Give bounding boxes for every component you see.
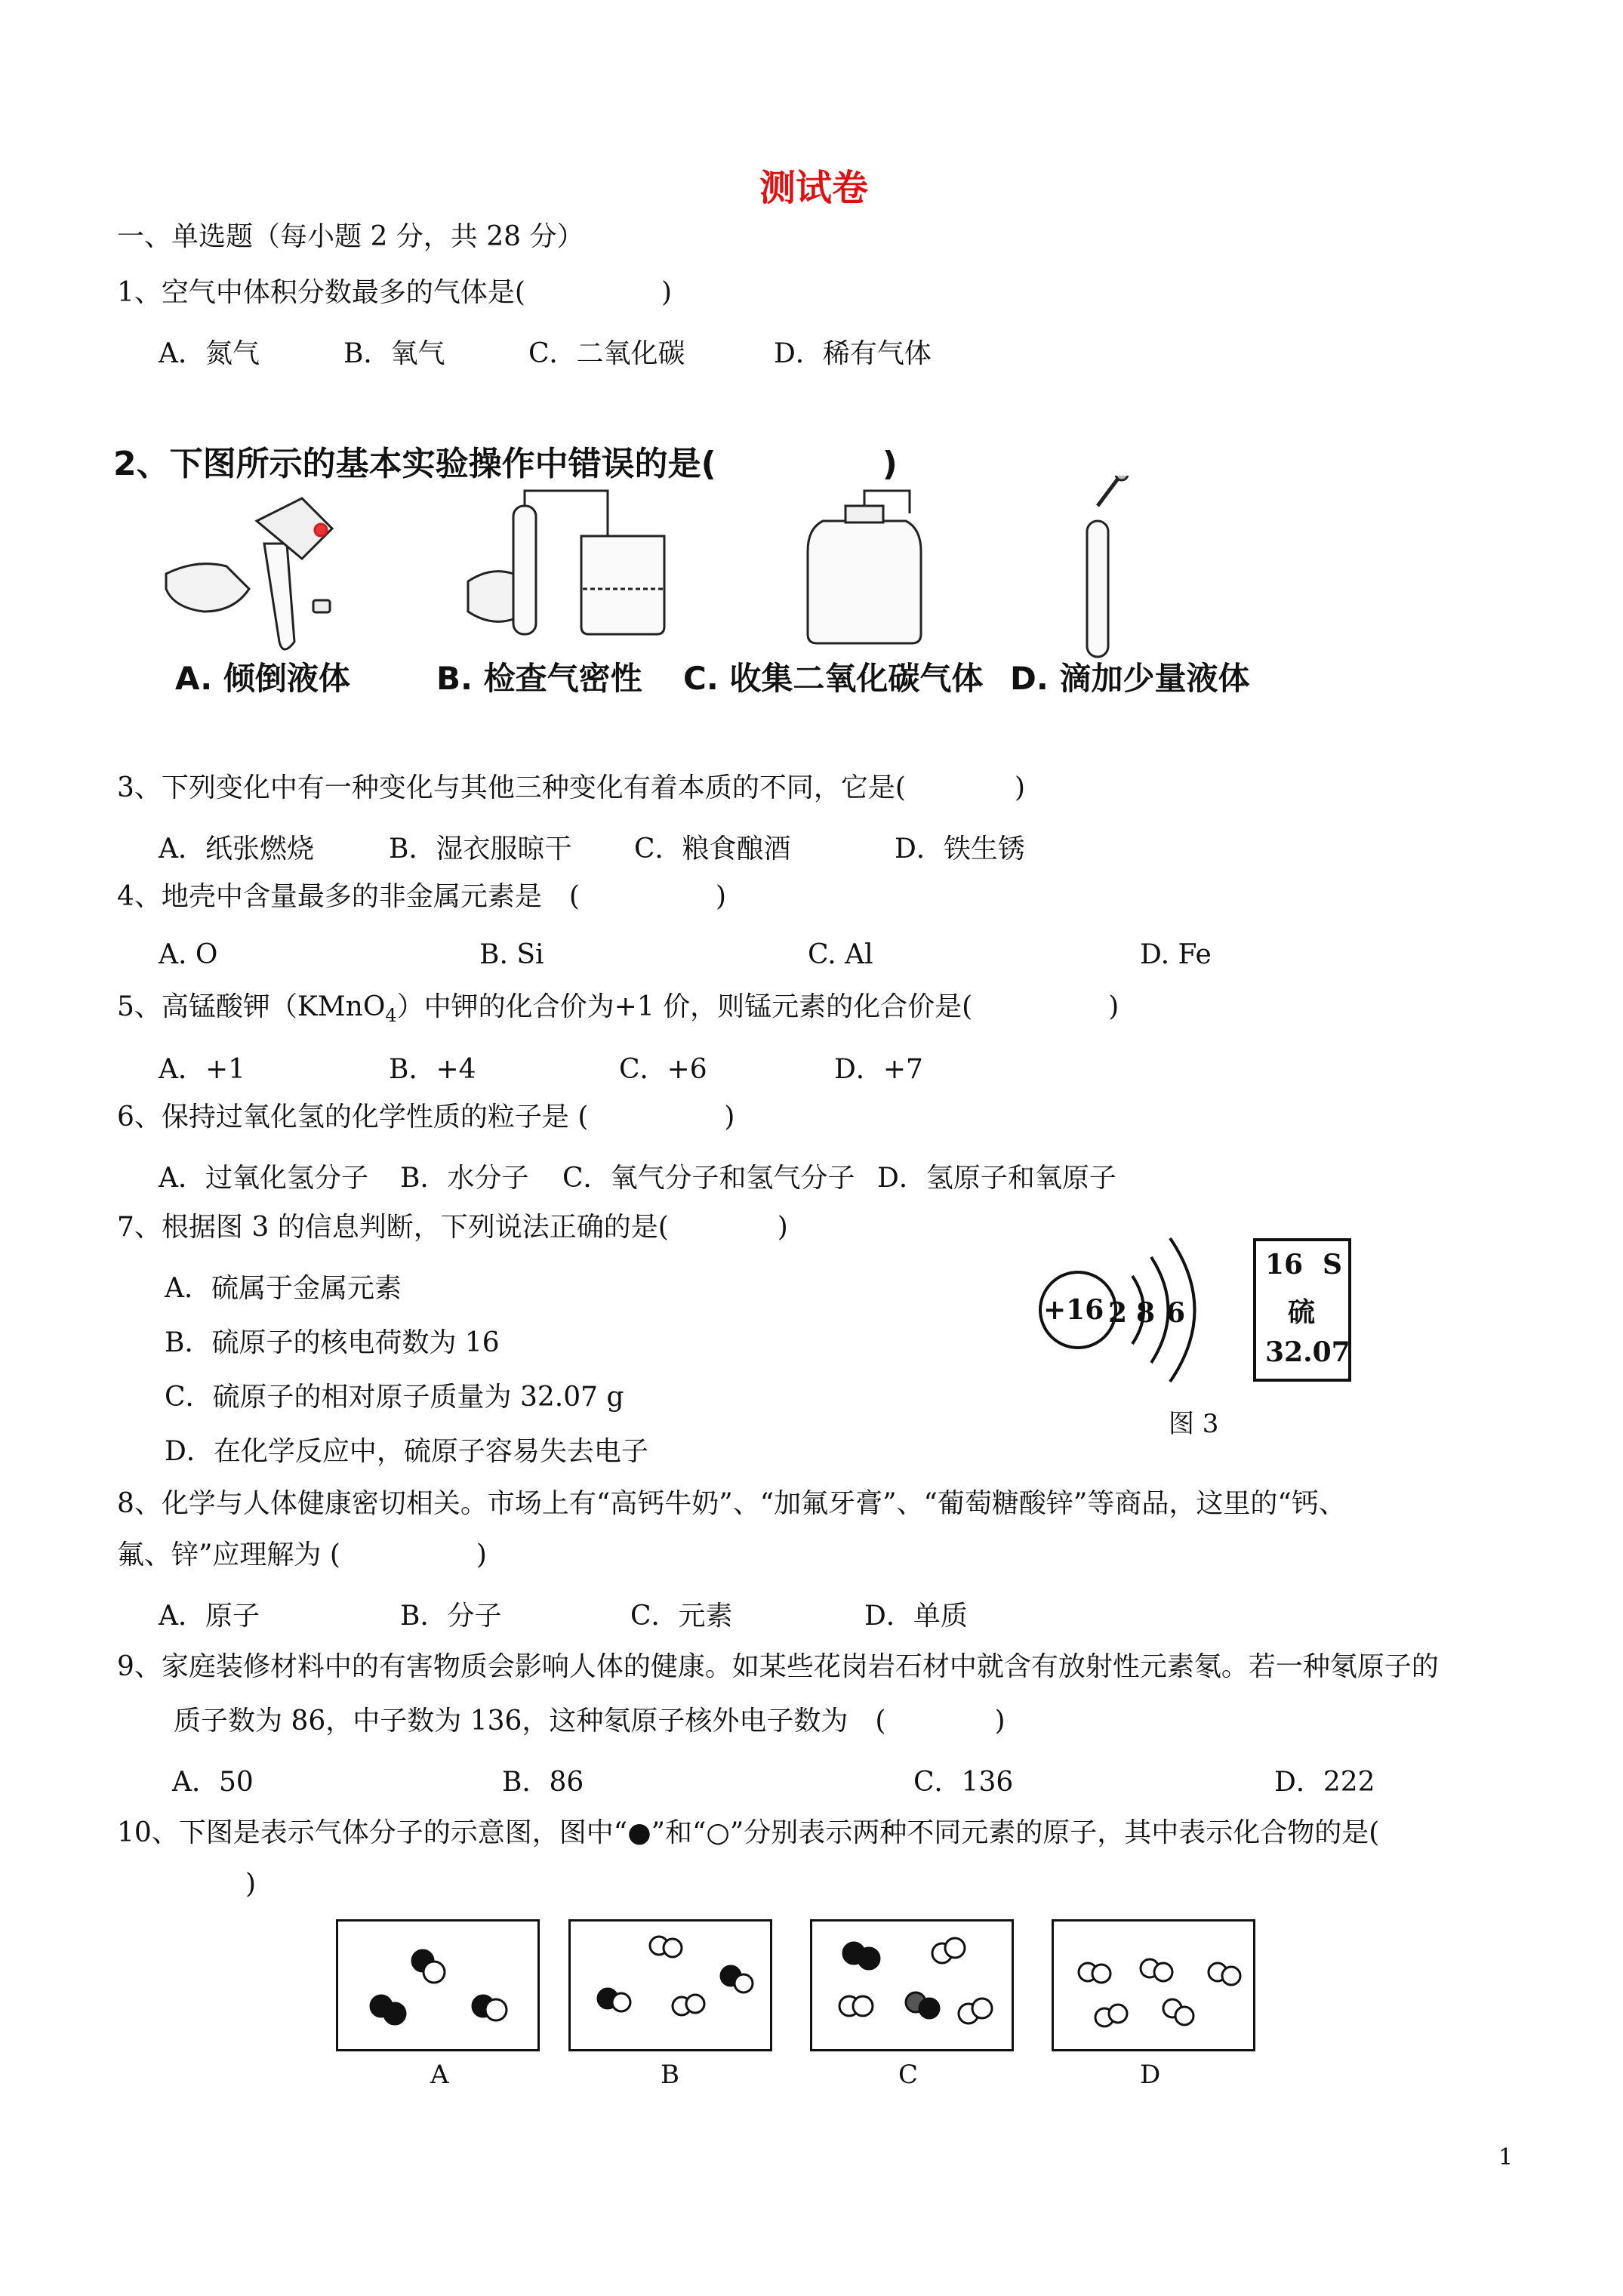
pouring-liquid-illustration — [166, 498, 332, 649]
question-3-option-c: C．粮食酿酒 — [634, 834, 791, 864]
question-2-option-b: B. 检查气密性 — [436, 660, 642, 697]
question-1-option-c: C．二氧化碳 — [528, 338, 685, 369]
question-9-stem-line-1: 9、家庭装修材料中的有害物质会影响人体的健康。如某些花岗岩石材中就含有放射性元素氡。若一种氡原子的 — [117, 1651, 1439, 1682]
question-5-stem-part2: ）中钾的化合价为+1 价，则锰元素的化合价是( ) — [396, 991, 1119, 1022]
question-4-option-b: B. Si — [479, 939, 544, 970]
question-1-option-a: A．氮气 — [159, 338, 260, 369]
question-2-stem: 2、下图所示的基本实验操作中错误的是( ) — [113, 445, 898, 483]
question-3-stem: 3、下列变化中有一种变化与其他三种变化有着本质的不同，它是( ) — [117, 772, 1025, 803]
question-9-option-d: D．222 — [1274, 1767, 1375, 1798]
question-1-stem: 1、空气中体积分数最多的气体是( ) — [117, 277, 672, 308]
question-8-option-d: D．单质 — [864, 1601, 968, 1632]
question-6-option-b: B．水分子 — [400, 1163, 529, 1194]
question-7-option-d: D．在化学反应中，硫原子容易失去电子 — [165, 1436, 648, 1467]
question-8-option-a: A．原子 — [159, 1601, 260, 1632]
question-8-stem-line-2: 氟、锌”应理解为 ( ) — [117, 1539, 487, 1570]
question-1-option-b: B．氧气 — [343, 338, 445, 369]
question-3-option-b: B．湿衣服晾干 — [389, 834, 572, 864]
question-4-option-d: D. Fe — [1140, 939, 1212, 970]
question-7-option-a: A．硫属于金属元素 — [165, 1273, 402, 1304]
molecule-box-label-b: B — [661, 2060, 679, 2090]
question-2-option-c: C. 收集二氧化碳气体 — [683, 660, 984, 697]
question-4-option-c: C. Al — [808, 939, 873, 970]
page-number: 1 — [1498, 2144, 1514, 2171]
element-name: 硫 — [1288, 1296, 1316, 1328]
box-b-molecules — [598, 1937, 753, 2015]
question-9-option-a: A．50 — [172, 1767, 254, 1798]
question-8-option-b: B．分子 — [400, 1601, 502, 1632]
question-5-option-a: A．+1 — [159, 1054, 246, 1085]
shell-electrons-1: 2 — [1108, 1297, 1128, 1329]
question-5-option-c: C．+6 — [619, 1054, 707, 1085]
sulfur-element-card — [1253, 1238, 1351, 1382]
box-a-molecules — [371, 1950, 507, 2024]
nucleus-charge: +16 — [1043, 1294, 1104, 1326]
question-8-stem-line-1: 8、化学与人体健康密切相关。市场上有“高钙牛奶”、“加氟牙膏”、“葡萄糖酸锌”等商品，这里的“钙、 — [117, 1488, 1346, 1519]
molecule-box-label-c: C — [898, 2060, 919, 2090]
element-symbol: S — [1323, 1249, 1342, 1281]
question-6-option-d: D．氢原子和氧原子 — [877, 1163, 1116, 1194]
shell-electrons-3: 6 — [1166, 1297, 1186, 1329]
molecule-box-label-d: D — [1140, 2060, 1161, 2090]
question-7-option-b: B．硫原子的核电荷数为 16 — [165, 1327, 500, 1358]
box-d-molecules — [1079, 1959, 1240, 2026]
atomic-number: 16 — [1265, 1249, 1304, 1281]
atomic-mass: 32.07 — [1265, 1336, 1350, 1368]
question-3-option-d: D．铁生锈 — [895, 834, 1025, 864]
question-5-stem-part1: 5、高锰酸钾（KMnO — [117, 991, 386, 1022]
question-5-option-d: D．+7 — [834, 1054, 923, 1085]
question-10-stem-line-2: ) — [245, 1869, 257, 1900]
question-7-stem: 7、根据图 3 的信息判断，下列说法正确的是( ) — [117, 1212, 788, 1243]
question-5-stem — [117, 991, 1119, 1032]
dropper-illustration — [1087, 476, 1128, 657]
gas-collection-illustration — [808, 491, 921, 643]
airtightness-check-illustration — [468, 491, 664, 634]
molecule-diagrams — [336, 1919, 1257, 2051]
question-8-option-c: C．元素 — [630, 1601, 733, 1632]
question-2-option-a: A. 倾倒液体 — [175, 660, 350, 697]
box-c-molecules — [839, 1938, 992, 2023]
question-6-stem: 6、保持过氧化氢的化学性质的粒子是 ( ) — [117, 1102, 735, 1133]
question-2-option-d: D. 滴加少量液体 — [1010, 660, 1250, 697]
question-4-option-a: A. O — [159, 939, 218, 970]
question-3-option-a: A．纸张燃烧 — [159, 834, 314, 864]
question-5-subscript: 4 — [385, 1005, 397, 1027]
page-title: 测试卷 — [759, 167, 869, 209]
shell-electrons-2: 8 — [1136, 1297, 1156, 1329]
question-6-option-c: C．氧气分子和氢气分子 — [562, 1163, 855, 1194]
lab-operations-figure — [151, 476, 1283, 664]
question-9-stem-line-2: 质子数为 86，中子数为 136，这种氡原子核外电子数为 ( ) — [174, 1706, 1006, 1737]
molecule-box-label-a: A — [430, 2060, 449, 2090]
question-4-stem: 4、地壳中含量最多的非金属元素是 ( ) — [117, 881, 726, 912]
question-9-option-b: B．86 — [502, 1767, 584, 1798]
question-5-option-b: B．+4 — [389, 1054, 476, 1085]
question-9-option-c: C．136 — [913, 1767, 1014, 1798]
section-heading: 一、单选题（每小题 2 分，共 28 分） — [117, 221, 584, 252]
question-7-option-c: C．硫原子的相对原子质量为 32.07 g — [165, 1382, 624, 1413]
question-6-option-a: A．过氧化氢分子 — [159, 1163, 368, 1194]
figure-3-caption: 图 3 — [1169, 1409, 1219, 1439]
question-10-stem-line-1: 10、下图是表示气体分子的示意图，图中“●”和“○”分别表示两种不同元素的原子，其中表示化合物的是( — [117, 1817, 1380, 1848]
question-1-option-d: D．稀有气体 — [774, 338, 932, 369]
